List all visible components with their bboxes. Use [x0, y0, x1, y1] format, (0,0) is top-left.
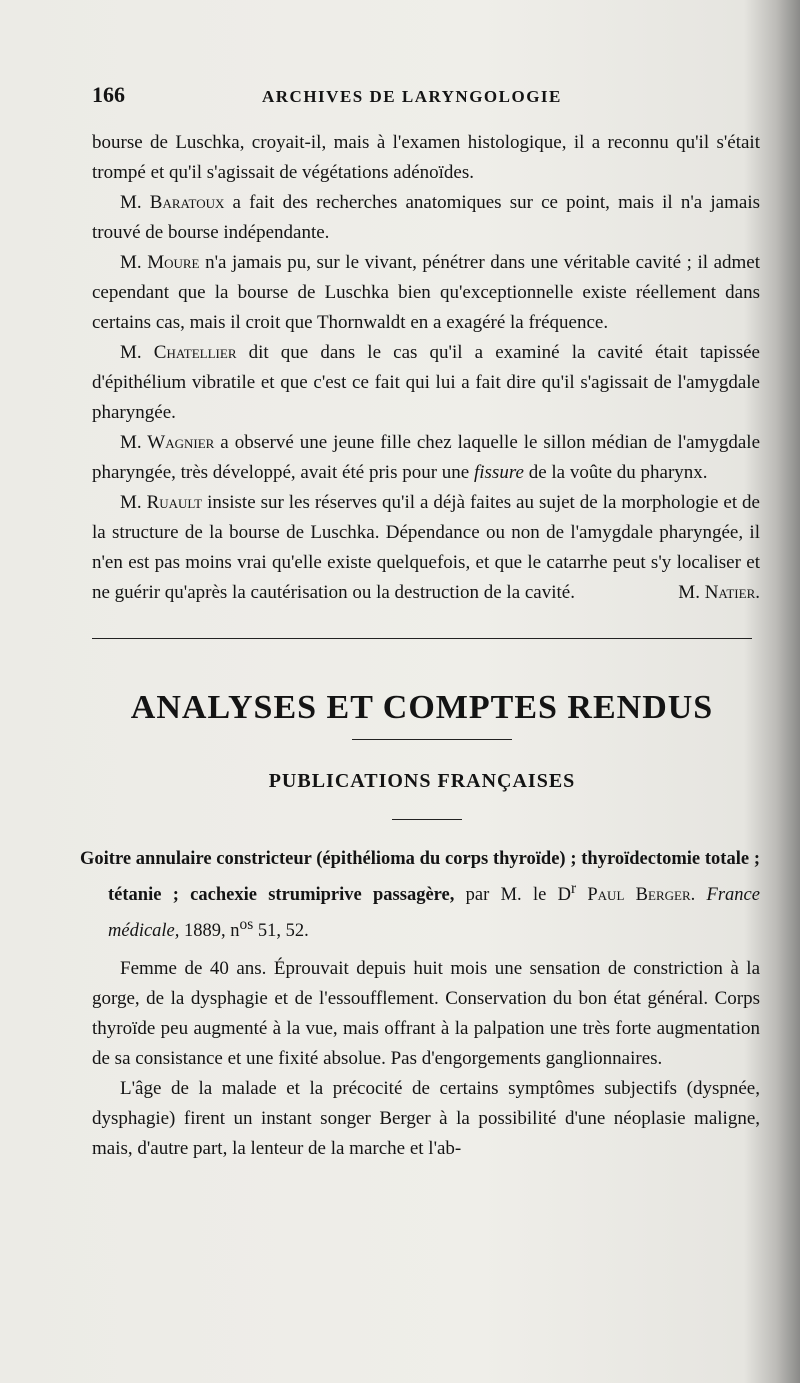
paragraph — [92, 248, 760, 338]
subsection-title: PUBLICATIONS FRANÇAISES — [268, 770, 576, 792]
speaker-name: M. Wagnier — [120, 432, 215, 453]
section-divider — [92, 638, 752, 639]
article-by: par M. le D — [454, 885, 571, 906]
subsection-divider — [392, 819, 462, 820]
article-body — [92, 954, 760, 1164]
speaker-name: M. Chatellier — [120, 342, 237, 363]
paragraph-text: de la voûte du pharynx. — [523, 462, 708, 483]
paragraph-text: insiste sur les réserves qu'il a déjà faites au sujet de la morphologie et de la structure de la bourse de Luschka. Dépendance ou non de l'amygdale pharyngée, il n'en est pas moins vrai qu'elle existe quelquefois, et que le catarrhe peut s'y localiser et ne guérir qu'après la cautérisation ou la destruction de la cavité. — [92, 492, 760, 603]
paragraph-text: dit que dans le cas qu'il a examiné la cavité était tapissée d'épithélium vibratile et que c'est ce fait qui lui a fait dire qu'il s'agissait de l'amygdale pharyngée. — [92, 342, 760, 423]
running-title: ARCHIVES DE LARYNGOLOGIE — [262, 87, 562, 106]
paragraph — [92, 428, 760, 488]
speaker-name: M. Ruault — [120, 492, 203, 513]
section-title: ANALYSES ET COMPTES RENDUS — [130, 689, 714, 726]
italic-word: fissure — [473, 462, 524, 483]
paragraph: L'âge de la malade et la précocité de certains symptômes subjectifs (dyspnée, dysphagie) firent un instant songer Berger à la possibilité d'une néoplasie maligne, mais, d'autre part, la lenteur de la marche et l'ab- — [92, 1078, 760, 1160]
paragraph — [92, 338, 760, 428]
paragraph — [92, 188, 760, 248]
article-by-sup: r — [570, 880, 577, 897]
article-author: Paul Berger. — [576, 885, 696, 906]
speaker-name: M. Moure — [120, 252, 200, 273]
signature: M. Natier. — [678, 582, 760, 603]
paragraph-text: a observé une jeune fille chez laquelle le sillon médian de l'amygdale pharyngée, très développé, avait été pris pour une — [92, 432, 760, 483]
article-journal: France médicale, — [108, 885, 760, 942]
paragraph: bourse de Luschka, croyait-il, mais à l'examen histologique, il a reconnu qu'il s'était trompé et qu'il s'agissait de végétations adénoïdes. — [92, 132, 760, 183]
article-heading — [80, 844, 760, 946]
paragraph-text: n'a jamais pu, sur le vivant, pénétrer dans une véritable cavité ; il admet cependant que la bourse de Luschka bien qu'exceptionnelle existe réellement dans certains cas, mais il croit que Thornwaldt en a exagéré la fréquence. — [92, 252, 761, 333]
article-citation-tail: 51, 52. — [253, 921, 309, 942]
speaker-name: M. Baratoux — [120, 192, 225, 213]
article-citation: 1889, n — [179, 921, 240, 942]
article-citation-sup: os — [239, 916, 254, 934]
page-number: 166 — [92, 82, 125, 107]
title-divider — [352, 739, 512, 740]
paragraph: Femme de 40 ans. Éprouvait depuis huit mois une sensation de constriction à la gorge, de la dysphagie et de l'essoufflement. Conservation du bon état général. Corps thyroïde peu augmenté à la vue, mais offrant à la palpation une très forte augmentation de sa consistance et une fixité absolue. Pas d'engorgements ganglionnaires. — [92, 958, 760, 1070]
paragraph — [92, 488, 760, 608]
running-head — [92, 82, 760, 114]
discussion-text — [92, 128, 760, 608]
article-title: Goitre annulaire constricteur (épithélioma du corps thyroïde) ; thyroïdectomie totale ; tétanie ; cachexie strumiprive passagère, — [80, 849, 760, 906]
paragraph-text: a fait des recherches anatomiques sur ce point, mais il n'a jamais trouvé de bourse indépendante. — [92, 192, 760, 243]
